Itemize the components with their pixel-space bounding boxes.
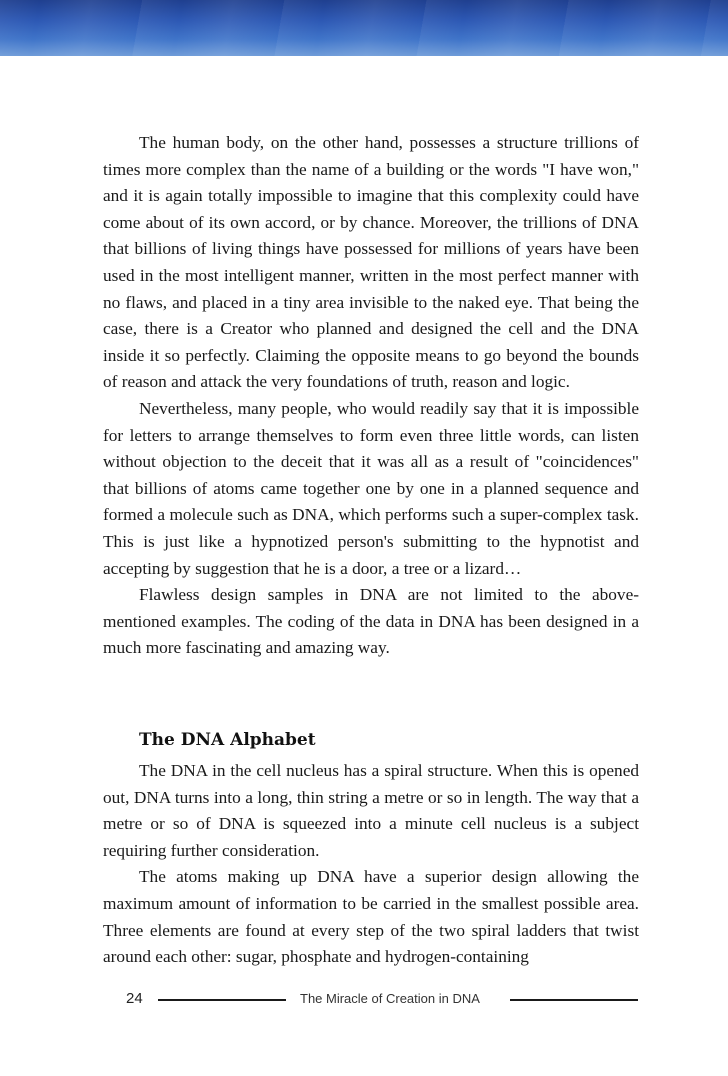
body-text bbox=[103, 130, 639, 662]
banner-sheen bbox=[0, 0, 728, 56]
footer-rule-right bbox=[510, 999, 638, 1001]
paragraph: Flawless design samples in DNA are not limited to the above-mentioned examples. The coding of the data in DNA has been designed in a much more fascinating and amazing way. bbox=[103, 585, 639, 658]
section-heading: The DNA Alphabet bbox=[139, 730, 316, 750]
section-body-text bbox=[103, 758, 639, 971]
page-footer bbox=[0, 988, 728, 1012]
paragraph: The DNA in the cell nucleus has a spiral structure. When this is opened out, DNA turns into a long, thin string a metre or so in length. The way that a metre or so of DNA is squeezed into a minute cell nucleus is a subject requiring further consideration. bbox=[103, 761, 639, 860]
running-title: The Miracle of Creation in DNA bbox=[300, 991, 480, 1006]
paragraph: The atoms making up DNA have a superior design allowing the maximum amount of information to be carried in the smallest possible area. Three elements are found at every step of the two spiral ladders that twist around each other: sugar, phosphate and hydrogen-containing bbox=[103, 867, 639, 967]
paragraph: The human body, on the other hand, possesses a structure trillions of times more complex than the name of a building or the words "I have won," and it is again totally impossible to imagine that this complexity could have come about of its own accord, or by chance. Moreover, the trillions of DNA that billions of living things have possessed for millions of years have been used in the most intelligent manner, written in the most perfect manner with no flaws, and placed in a tiny area invisible to the naked eye. That being the case, there is a Creator who planned and designed the cell and the DNA inside it so perfectly. Claiming the opposite means to go beyond the bounds of reason and attack the very foundations of truth, reason and logic. bbox=[103, 133, 639, 392]
header-banner bbox=[0, 0, 728, 56]
page-number: 24 bbox=[126, 990, 143, 1007]
footer-rule-left bbox=[158, 999, 286, 1001]
paragraph: Nevertheless, many people, who would readily say that it is impossible for letters to arrange themselves to form even three little words, can listen without objection to the deceit that it was all as a result of "coincidences" that billions of atoms came together one by one in a planned sequence and formed a molecule such as DNA, which performs such a super-complex task. This is just like a hypnotized person's submitting to the hypnotist and accepting by suggestion that he is a door, a tree or a lizard… bbox=[103, 398, 639, 578]
